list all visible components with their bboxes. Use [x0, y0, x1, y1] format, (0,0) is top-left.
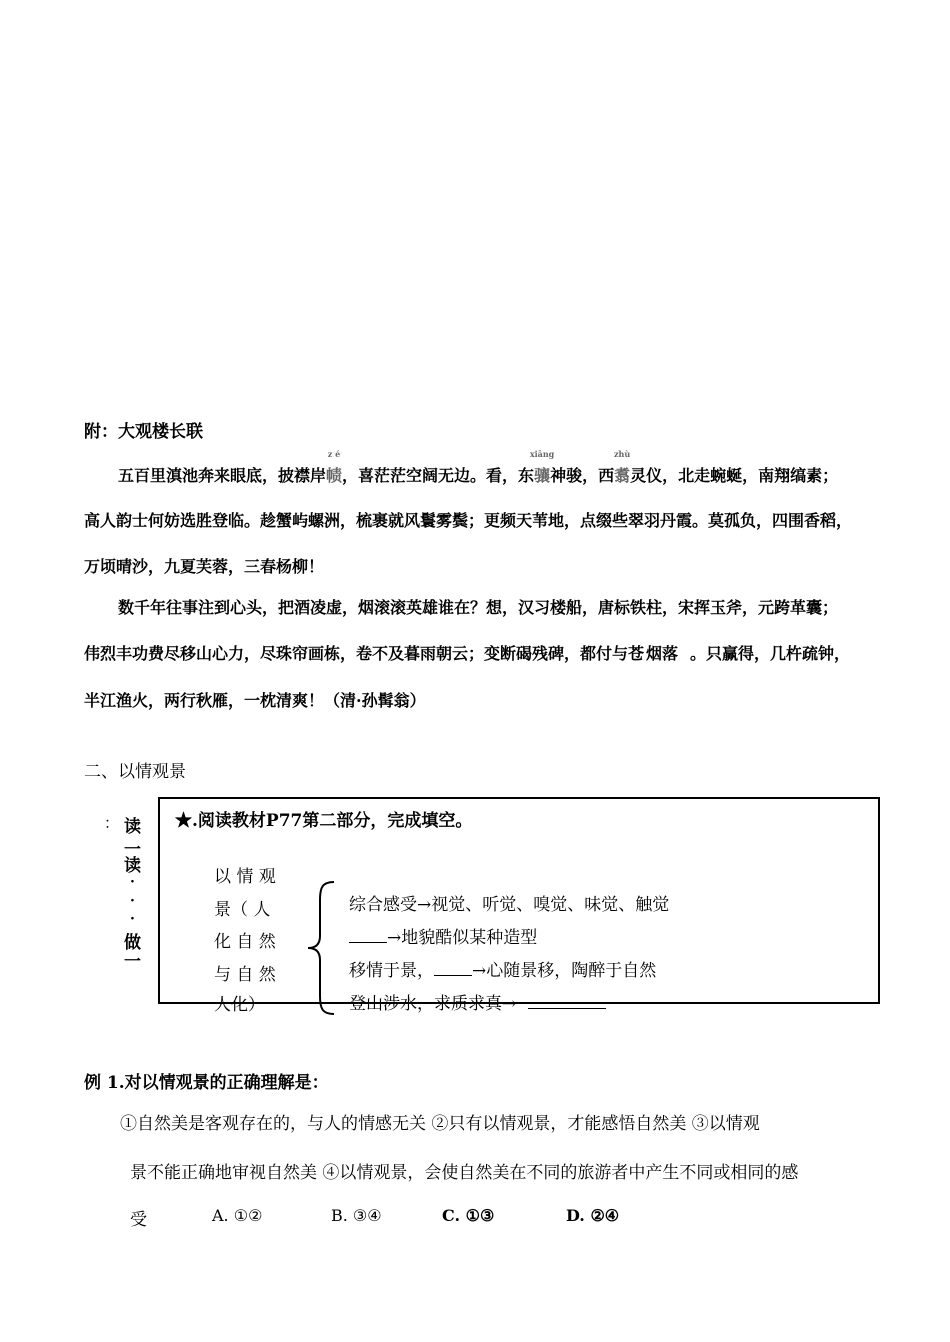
couplet-text: ，喜茫茫空阔无边。看，东 [342, 466, 535, 485]
side-mark: ： [104, 814, 120, 832]
couplet-text: 神骏，西 [550, 466, 615, 485]
box-instruction: ★.阅读教材P77第二部分，完成填空。 [175, 811, 473, 831]
couplet-text: 伟烈丰功费尽移山心力，尽珠帘画栋，卷不及暮雨朝云；变断碣残碑，都付与苍 [84, 644, 645, 663]
example-line: ①自然美是客观存在的，与人的情感无关 ②只有以情观景，才能感悟自然美 ③以情观 [120, 1114, 760, 1134]
option-d[interactable]: D. ②④ [566, 1206, 620, 1225]
couplet-line: 高人韵士何妨选胜登临。趁蟹屿螺洲，梳裹就风鬟雾鬓；更频天苇地，点缀些翠羽丹霞。莫孤负，四围香稻， [84, 511, 853, 530]
concept-line: 以 情 观 [214, 867, 276, 887]
option-a[interactable]: A. ①② [212, 1206, 263, 1225]
ruby-base: 帻 [326, 466, 343, 485]
side-char: 一 [124, 840, 141, 860]
concept-line: 与 自 然 [214, 965, 276, 985]
fill-item [349, 923, 537, 948]
option-c[interactable]: C. ①③ [442, 1206, 495, 1225]
side-char: · [130, 893, 135, 909]
side-char: 读 [124, 856, 141, 876]
ruby-base: 骧 [534, 466, 551, 485]
side-char: · [130, 911, 135, 927]
fill-item [349, 989, 606, 1014]
pinyin-annotation: zhù [613, 449, 631, 459]
example-title: 例 1.对以情观景的正确理解是： [84, 1073, 329, 1093]
curly-brace-icon [306, 880, 338, 1016]
ruby-char [529, 449, 555, 486]
couplet-text: 。只赢得，几杵疏钟， [690, 644, 851, 663]
section-title: 二、以情观景 [84, 762, 186, 782]
blank-line[interactable] [349, 942, 387, 943]
couplet-line [84, 641, 850, 664]
fill-text: →地貌酷似某种造型 [387, 928, 538, 948]
fill-text: →心随景移，陶醉于自然 [472, 961, 657, 981]
couplet-line [118, 449, 839, 486]
blank-line[interactable] [434, 975, 472, 976]
ruby-char [613, 449, 631, 486]
couplet-text: 烟落 [646, 644, 679, 663]
fill-text: 登山涉水，求质求真→ [349, 994, 517, 1014]
side-char: 读 [124, 817, 141, 837]
example-line: 受 [130, 1210, 147, 1230]
side-char: 一 [124, 952, 141, 972]
couplet-line: 万顷晴沙，九夏芙蓉，三春杨柳！ [84, 557, 325, 576]
side-char: 做 [124, 933, 141, 953]
concept-line: 人化） [214, 995, 265, 1015]
ruby-base: 翥 [614, 466, 631, 485]
example-line: 景不能正确地审视自然美 ④以情观景，会使自然美在不同的旅游者中产生不同或相同的感 [130, 1163, 799, 1183]
appendix-title: 附：大观楼长联 [84, 422, 203, 442]
fill-text: 移情于景， [349, 961, 434, 981]
concept-line: 景（ 人 [214, 900, 271, 920]
couplet-line: 数千年往事注到心头，把酒凌虚，烟滚滚英雄谁在？想，汉习楼船，唐标铁柱，宋挥玉斧，元跨革囊； [118, 598, 839, 617]
fill-item [349, 956, 656, 981]
fill-item: 综合感受→视觉、听觉、嗅觉、味觉、触觉 [349, 895, 670, 915]
couplet-line: 半江渔火，两行秋雁，一枕清爽！（清·孙髯翁） [84, 691, 426, 710]
ruby-char [326, 449, 343, 486]
pinyin-annotation: xiāng [529, 449, 555, 459]
side-char: · [130, 874, 135, 890]
concept-line: 化 自 然 [214, 932, 276, 952]
pinyin-annotation: z é [327, 449, 341, 459]
option-b[interactable]: B. ③④ [331, 1206, 382, 1225]
couplet-text: 五百里滇池奔来眼底，披襟岸 [118, 466, 327, 485]
couplet-text: 灵仪，北走蜿蜒，南翔缟素； [630, 466, 839, 485]
blank-line[interactable] [528, 1008, 606, 1009]
